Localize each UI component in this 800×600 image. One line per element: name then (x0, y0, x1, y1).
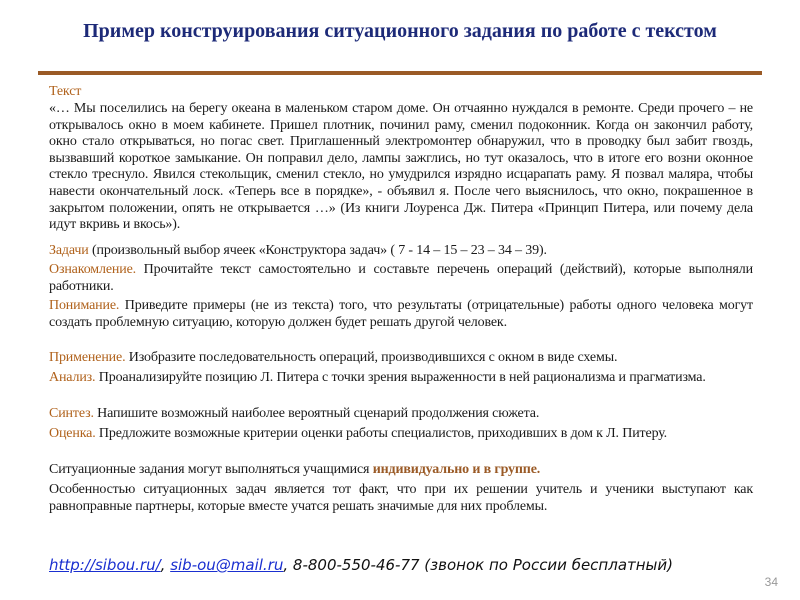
item-label: Ознакомление. (49, 262, 136, 277)
item-evaluation (49, 426, 753, 443)
tasks-text: (произвольный выбор ячеек «Конструктора задач» ( 7 - 14 – 15 – 23 – 34 – 39). (88, 243, 547, 258)
item-familiarization (49, 262, 753, 295)
item-label: Понимание. (49, 298, 120, 313)
footer-contacts (49, 556, 673, 574)
quote-paragraph: «… Мы поселились на берегу океана в маленьком старом доме. Он отчаянно нуждался в ремонте. Среди прочего – не открывалось окно в моем кабинете. Пришел плотник, починил раму, сменил подоконник. Когда он закончил работу, окно стало открываться, но погас свет. Приглашенный электромонтер обнаружил, что в проводку был забит гвоздь, вызвавший короткое замыкание. Он поправил дело, лампы зажглись, но тут оказалось, что в итоге его возни оконное стекло треснуло. Явился стекольщик, сменил стекло, но умудрился изрядно исцарапать раму. Я позвал маляра, чтобы навести окончательный лоск. «Теперь все в порядке», - объявил я. После чего выяснилось, что окно, покрашенное в закрытом положении, опять не открывается …» (Из книги Лоуренса Дж. Питера «Принцип Питера, или почему дела идут вкривь и вкось»). (49, 101, 753, 233)
slide-title: Пример конструирования ситуационного задания по работе с текстом (83, 20, 717, 42)
item-understanding (49, 298, 753, 331)
item-text: Изобразите последовательность операций, производившихся с окном в виде схемы. (125, 350, 618, 365)
conclusion-paragraph: Особенностью ситуационных задач является тот факт, что при их решении учитель и ученики выступают как равноправные партнеры, которые вместе учатся решать значимые для них проблемы. (49, 482, 753, 514)
title-divider (38, 71, 762, 75)
tasks-label: Задачи (49, 243, 89, 258)
email-link[interactable]: sib-ou@mail.ru (170, 556, 284, 574)
item-label: Анализ. (49, 370, 96, 385)
item-label: Синтез. (49, 406, 94, 421)
site-link[interactable]: http://sibou.ru/ (49, 556, 161, 574)
item-synthesis (49, 406, 753, 423)
item-label: Применение. (49, 350, 126, 365)
item-text: Прочитайте текст самостоятельно и составьте перечень операций (действий), которые выполняли работники. (49, 262, 753, 294)
separator: , (160, 556, 171, 574)
note-text: Ситуационные задания могут выполняться учащимися (49, 462, 373, 477)
item-text: Предложите возможные критерии оценки работы специалистов, приходивших в дом к Л. Питеру. (95, 426, 668, 441)
text-heading: Текст (49, 84, 82, 99)
item-application (49, 350, 753, 367)
item-text: Проанализируйте позицию Л. Питера с точки зрения выраженности в ней рационализма и прагматизма. (95, 370, 706, 385)
note-highlight: индивидуально и в группе. (372, 462, 541, 477)
tasks-paragraph (49, 243, 753, 260)
item-analysis (49, 370, 753, 387)
item-label: Оценка. (49, 426, 96, 441)
item-text: Напишите возможный наиболее вероятный сценарий продолжения сюжета. (93, 406, 540, 421)
phone-text: , 8-800-550-46-77 (звонок по России бесплатный) (283, 556, 674, 574)
page-number: 34 (764, 575, 778, 589)
note-paragraph (49, 462, 753, 479)
item-text: Приведите примеры (не из текста) того, что результаты (отрицательные) работы одного человека могут создать проблемную ситуацию, которую должен будет решать другой человек. (49, 298, 753, 330)
